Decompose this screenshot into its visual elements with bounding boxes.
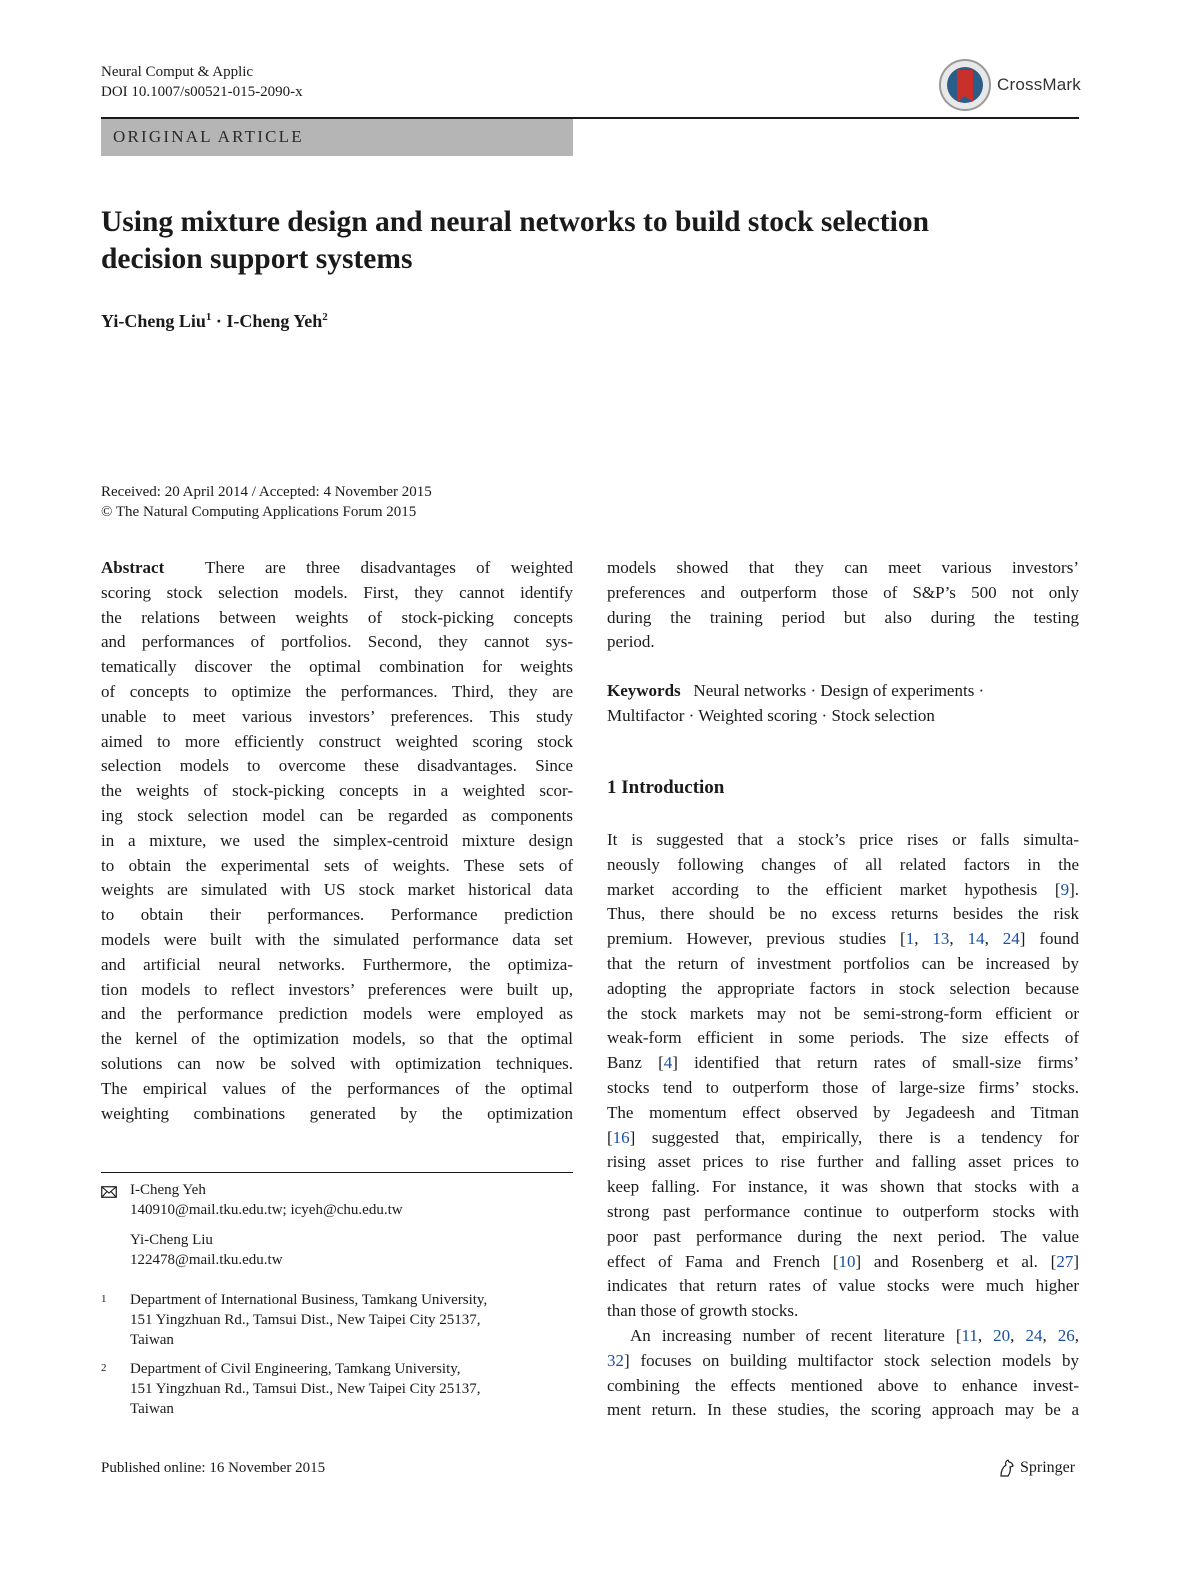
published-online: Published online: 16 November 2015 <box>101 1460 326 1476</box>
crossmark-badge[interactable] <box>938 58 1081 112</box>
intro-text: [ <box>607 1127 613 1147</box>
intro-text: ]. <box>1069 879 1079 899</box>
abstract-line <box>101 878 573 903</box>
intro-text: , <box>1074 1325 1080 1345</box>
copyright-line: © The Natural Computing Applications Forum 2015 <box>101 504 417 520</box>
abstract-line <box>101 606 573 631</box>
intro-line <box>607 1051 1079 1076</box>
intro-line <box>607 853 1079 878</box>
abstract-line <box>101 978 573 1003</box>
intro-line <box>607 1002 1079 1027</box>
intro-line <box>607 1126 1079 1151</box>
title-line: Using mixture design and neural networks to build stock selection <box>101 206 929 238</box>
abstract-line <box>101 903 573 928</box>
intro-text: poor past performance during the next period. The value <box>607 1226 1079 1246</box>
abstract-text: ing stock selection model can be regarded as components <box>101 805 573 825</box>
abstract-text: weighting combinations generated by the optimization <box>101 1103 573 1123</box>
affiliation-line: 151 Yingzhuan Rd., Tamsui Dist., New Taipei City 25137, <box>130 1312 481 1328</box>
intro-line <box>607 878 1079 903</box>
intro-line <box>607 1026 1079 1051</box>
paper-title <box>101 204 1061 278</box>
intro-text: Thus, there should be no excess returns besides the risk <box>607 904 1079 924</box>
citation-link[interactable]: 1 <box>905 929 915 949</box>
intro-text: ] and Rosenberg et al. [ <box>855 1251 1057 1271</box>
author-affiliation-mark: 1 <box>205 311 212 323</box>
intro-line <box>607 1250 1079 1275</box>
author-list <box>101 311 328 332</box>
abstract-line <box>101 953 573 978</box>
abstract-line: during the training period but also during the testing <box>607 607 1079 627</box>
abstract-text: to obtain the experimental sets of weights. These sets of <box>101 855 573 875</box>
intro-line <box>607 1274 1079 1299</box>
intro-text: An increasing number of recent literature [ <box>630 1325 962 1345</box>
corresponding-email[interactable]: 140910@mail.tku.edu.tw; icyeh@chu.edu.tw <box>130 1202 403 1218</box>
intro-line <box>607 1175 1079 1200</box>
abstract-text: of concepts to optimize the performances. Third, they are <box>101 681 573 701</box>
publication-dates <box>101 482 432 522</box>
keywords-line: Multifactor · Weighted scoring · Stock selection <box>607 705 935 725</box>
intro-line <box>607 1076 1079 1101</box>
publisher-logo[interactable] <box>997 1458 1075 1478</box>
abstract-line <box>101 730 573 755</box>
citation-link[interactable]: 24 <box>1002 929 1020 949</box>
intro-line <box>607 828 1079 853</box>
abstract-continued <box>607 556 1079 655</box>
article-type-label: ORIGINAL ARTICLE <box>113 127 304 146</box>
abstract-line <box>101 630 573 655</box>
journal-header <box>101 62 303 102</box>
intro-text: weak-form efficient in some periods. The size effects of <box>607 1028 1079 1048</box>
coauthor-email[interactable]: 122478@mail.tku.edu.tw <box>130 1252 283 1268</box>
intro-line: premium. However, previous studies [1, 13, 14, 24] found <box>607 929 1080 949</box>
abstract-text: scoring stock selection models. First, they cannot identify <box>101 582 573 602</box>
abstract-line <box>101 680 573 705</box>
keywords-heading: Keywords <box>607 681 681 700</box>
intro-text: strong past performance continue to outperform stocks with <box>607 1201 1079 1221</box>
intro-text: Banz [ <box>607 1053 664 1073</box>
abstract-text: in a mixture, we used the simplex-centroid mixture design <box>101 830 573 850</box>
affiliation-2 <box>130 1359 560 1419</box>
citation-link[interactable]: 20 <box>993 1325 1011 1345</box>
abstract-text: the weights of stock-picking concepts in a weighted scor- <box>101 781 573 801</box>
doi[interactable]: DOI 10.1007/s00521-015-2090-x <box>101 84 303 100</box>
publisher-name: Springer <box>1020 1459 1076 1476</box>
received-accepted: Received: 20 April 2014 / Accepted: 4 November 2015 <box>101 484 432 500</box>
abstract-text: unable to meet various investors’ preferences. This study <box>101 706 573 726</box>
abstract-line <box>101 928 573 953</box>
abstract-line <box>101 1002 573 1027</box>
abstract-line <box>101 754 573 779</box>
article-type-banner <box>101 119 573 156</box>
intro-text: market according to the efficient market hypothesis [ <box>607 879 1061 899</box>
intro-text: The momentum effect observed by Jegadeesh and Titman <box>607 1102 1079 1122</box>
citation-link[interactable]: 27 <box>1056 1251 1074 1271</box>
affiliation-line: Department of Civil Engineering, Tamkang University, <box>130 1361 461 1377</box>
coauthor-name: Yi-Cheng Liu <box>130 1232 213 1248</box>
citation-link[interactable]: 24 <box>1025 1325 1043 1345</box>
abstract-line <box>101 556 573 581</box>
introduction-body <box>607 828 1079 1423</box>
intro-text: ] identified that return rates of small-size firms’ <box>672 1053 1080 1073</box>
intro-text: effect of Fama and French [ <box>607 1251 839 1271</box>
citation-link[interactable]: 11 <box>961 1325 978 1345</box>
abstract-text: and the performance prediction models were employed as <box>101 1004 573 1024</box>
affiliation-number: 2 <box>101 1362 107 1374</box>
abstract-text: to obtain their performances. Performance prediction <box>101 905 573 925</box>
author-name[interactable]: I-Cheng Yeh <box>226 311 323 331</box>
citation-link[interactable]: 26 <box>1057 1325 1075 1345</box>
journal-name: Neural Comput & Applic <box>101 64 254 80</box>
abstract-heading: Abstract <box>101 558 165 577</box>
abstract-line <box>101 854 573 879</box>
intro-text: indicates that return rates of value stocks were much higher <box>607 1276 1079 1296</box>
intro-line <box>607 1349 1079 1374</box>
footnote-rule <box>101 1172 573 1173</box>
abstract-text: weights are simulated with US stock market historical data <box>101 880 573 900</box>
corresponding-name: I-Cheng Yeh <box>130 1182 206 1198</box>
citation-link[interactable]: 16 <box>612 1127 630 1147</box>
springer-horse-icon <box>997 1458 1017 1478</box>
intro-text: premium. However, previous studies [ <box>607 929 906 949</box>
crossmark-icon <box>938 58 992 112</box>
author-name[interactable]: Yi-Cheng Liu <box>101 311 206 331</box>
author-separator: · <box>211 311 227 331</box>
abstract-line: period. <box>607 632 655 652</box>
abstract-line <box>101 581 573 606</box>
citation-link[interactable]: 13 <box>932 929 950 949</box>
intro-line <box>607 952 1079 977</box>
intro-text: ] suggested that, empirically, there is a tendency for <box>629 1127 1079 1147</box>
intro-text: the stock markets may not be semi-strong-form efficient or <box>607 1003 1079 1023</box>
abstract-line <box>101 1027 573 1052</box>
intro-text: rising asset prices to rise further and falling asset prices to <box>607 1152 1079 1172</box>
intro-text: keep falling. For instance, it was shown that stocks with a <box>607 1177 1079 1197</box>
abstract-text: and performances of portfolios. Second, they cannot sys- <box>101 632 573 652</box>
abstract-line <box>101 705 573 730</box>
intro-text: ment return. In these studies, the scoring approach may be a <box>607 1400 1079 1420</box>
abstract-text: The empirical values of the performances of the optimal <box>101 1078 573 1098</box>
citation-link[interactable]: 4 <box>663 1053 673 1073</box>
citation-link[interactable]: 9 <box>1060 879 1070 899</box>
abstract-text: models were built with the simulated performance data set <box>101 929 573 949</box>
intro-line: An increasing number of recent literature [11, 20, 24, 26, <box>630 1325 1080 1345</box>
keywords-block <box>607 679 1079 729</box>
abstract-line: preferences and outperform those of S&P’s 500 not only <box>607 582 1079 602</box>
intro-line <box>607 1299 1079 1324</box>
intro-line <box>607 1200 1079 1225</box>
citation-link[interactable]: 32 <box>607 1350 624 1370</box>
intro-line <box>607 1225 1079 1250</box>
envelope-icon <box>101 1185 117 1203</box>
intro-line <box>607 1374 1079 1399</box>
intro-line <box>607 977 1079 1002</box>
abstract-line <box>101 655 573 680</box>
intro-text: stocks tend to outperform those of large-size firms’ stocks. <box>607 1077 1079 1097</box>
abstract-line <box>101 829 573 854</box>
abstract-line: models showed that they can meet various investors’ <box>607 558 1079 577</box>
intro-text: ] found <box>1019 929 1080 949</box>
affiliation-number: 1 <box>101 1293 107 1305</box>
intro-text: than those of growth stocks. <box>607 1301 799 1321</box>
abstract-text: tion models to reflect investors’ preferences were built up, <box>101 979 573 999</box>
intro-text: neously following changes of all related factors in the <box>607 854 1079 874</box>
abstract-text: selection models to overcome these disadvantages. Since <box>101 756 573 776</box>
intro-text: ] <box>1073 1251 1079 1271</box>
abstract-text: aimed to more efficiently construct weighted scoring stock <box>101 731 573 751</box>
intro-line <box>607 902 1079 927</box>
coauthor-contact <box>130 1230 283 1270</box>
abstract-text: solutions can now be solved with optimization techniques. <box>101 1053 573 1073</box>
intro-text: combining the effects mentioned above to enhance invest- <box>607 1375 1079 1395</box>
intro-text: that the return of investment portfolios can be increased by <box>607 953 1079 973</box>
affiliation-1 <box>130 1290 560 1350</box>
intro-text: It is suggested that a stock’s price rises or falls simulta- <box>607 830 1079 849</box>
abstract-text: the relations between weights of stock-picking concepts <box>101 607 573 627</box>
keywords-line: Neural networks · Design of experiments · <box>693 681 985 700</box>
abstract-line <box>101 1102 573 1127</box>
abstract-text: tematically discover the optimal combination for weights <box>101 657 573 677</box>
title-line: decision support systems <box>101 243 413 275</box>
abstract-line <box>101 1077 573 1102</box>
intro-line <box>607 1398 1079 1423</box>
citation-link[interactable]: 14 <box>967 929 985 949</box>
intro-line <box>607 1150 1079 1175</box>
affiliation-line: Department of International Business, Tamkang University, <box>130 1292 488 1308</box>
intro-text: ] focuses on building multifactor stock selection models by <box>624 1350 1079 1370</box>
abstract-text: the kernel of the optimization models, so that the optimal <box>101 1029 573 1049</box>
section-heading: 1 Introduction <box>607 777 725 798</box>
author-affiliation-mark: 2 <box>322 311 328 323</box>
abstract-text: There are three disadvantages of weighted <box>205 558 574 577</box>
affiliation-line: Taiwan <box>130 1332 174 1348</box>
intro-text: adopting the appropriate factors in stock selection because <box>607 978 1079 998</box>
corresponding-author <box>130 1180 403 1220</box>
abstract-line <box>101 1052 573 1077</box>
intro-line <box>607 1101 1079 1126</box>
abstract-column <box>101 556 573 1126</box>
abstract-line <box>101 804 573 829</box>
abstract-text: and artificial neural networks. Furthermore, the optimiza- <box>101 954 573 974</box>
crossmark-label: CrossMark <box>997 75 1081 94</box>
affiliation-line: Taiwan <box>130 1401 174 1417</box>
citation-link[interactable]: 10 <box>838 1251 856 1271</box>
affiliation-line: 151 Yingzhuan Rd., Tamsui Dist., New Taipei City 25137, <box>130 1381 481 1397</box>
abstract-line <box>101 779 573 804</box>
